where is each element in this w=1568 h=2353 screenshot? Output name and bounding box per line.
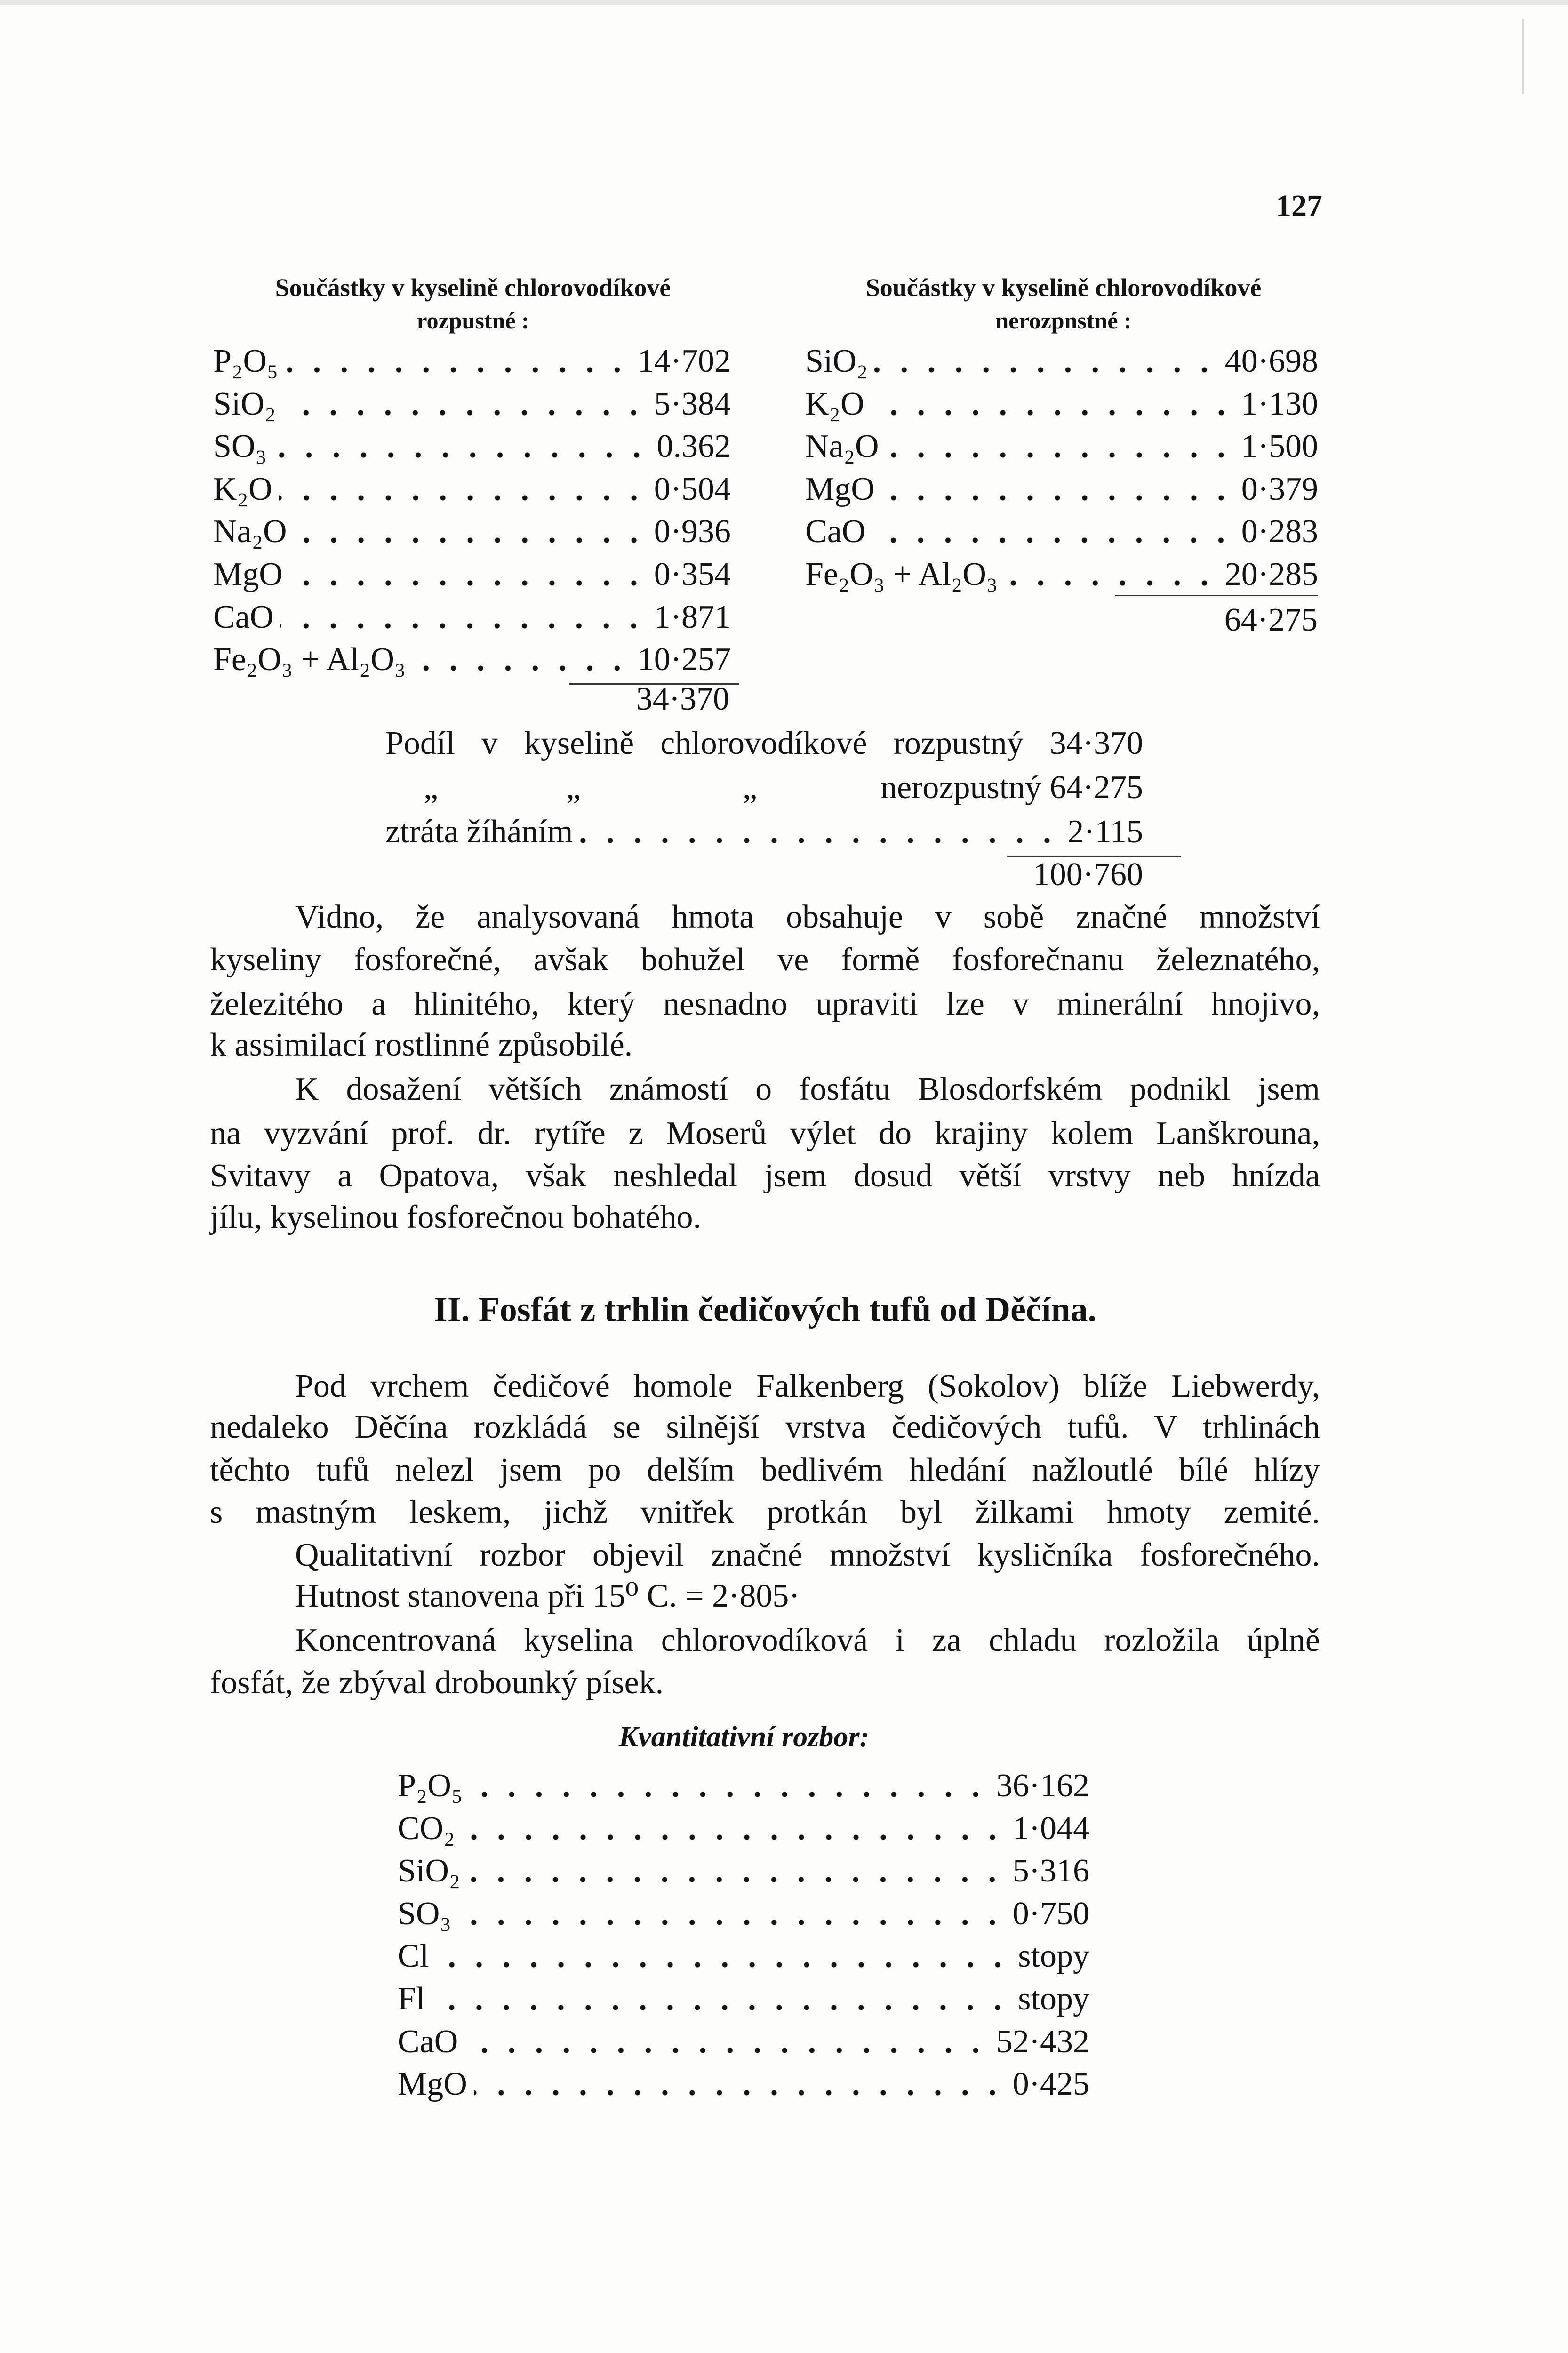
table-row <box>213 555 731 594</box>
section-line: těchto tufů nelezl jsem po delším bedlivém hledání nažloutlé bílé hlízy <box>210 1452 1320 1488</box>
summary-loss-row <box>385 812 1143 852</box>
compound-label: CaO <box>213 599 274 635</box>
scan-edge-top <box>0 0 1568 5</box>
scan-artifact <box>1522 19 1524 94</box>
compound-value: stopy <box>1018 1938 1089 1975</box>
section-line: Pod vrchem čedičové homole Falkenberg (Sokolov) blíže Liebwerdy, <box>295 1368 1320 1404</box>
compound-value: 52·432 <box>996 2023 1089 2060</box>
table-insoluble-header: Součástky v kyselině chlorovodíkové <box>865 273 1262 302</box>
compound-value: 5·384 <box>654 385 731 422</box>
dot-leader <box>435 1960 1011 1969</box>
compound-label: P₂O₅ <box>213 343 279 379</box>
compound-value: 1·044 <box>1012 1810 1089 1847</box>
dot-leader <box>886 450 1235 460</box>
section-line: Qualitativní rozbor objevil značné množství kysličníka fosforečného. <box>295 1537 1320 1573</box>
section-line: nedaleko Děčína rozkládá se silnější vrstva čedičových tufů. V trhlinách <box>210 1409 1320 1445</box>
compound-label: SiO₂ <box>805 343 868 379</box>
section-line: s mastným leskem, jichž vnitřek protkán byl žilkami hmoty zemité. <box>210 1494 1320 1530</box>
compound-label: MgO <box>805 471 875 507</box>
compound-value: 0·425 <box>1012 2066 1089 2103</box>
section-line: Hutnost stanovena při 15⁰ C. = 2·805· <box>295 1578 800 1614</box>
compound-value: 5·316 <box>1012 1853 1089 1889</box>
table-row <box>398 1809 1089 1849</box>
dot-leader <box>462 1833 1006 1842</box>
compound-label: K₂O <box>213 471 272 507</box>
table-row <box>805 427 1318 466</box>
paragraph-line: kyseliny fosforečné, avšak bohužel ve formě fosforečnanu železnatého, <box>210 942 1320 978</box>
table-soluble-header: Součástky v kyselině chlorovodíkové <box>275 273 671 302</box>
summary-soluble: Podíl v kyselině chlorovodíkové rozpustný 34·370 <box>385 725 1143 761</box>
compound-label: MgO <box>398 2066 467 2103</box>
dot-leader <box>469 1790 989 1799</box>
dot-leader <box>871 408 1235 417</box>
compound-label: SiO₂ <box>213 385 276 422</box>
compound-label: MgO <box>213 556 283 592</box>
table-row <box>398 1766 1089 1806</box>
dot-leader <box>464 2046 989 2055</box>
dot-leader <box>280 621 647 631</box>
table-row <box>805 555 1318 594</box>
table-row <box>213 342 731 381</box>
compound-label: SO₃ <box>213 428 267 465</box>
table-row <box>213 640 731 680</box>
table-row <box>398 1979 1089 2019</box>
paragraph-line: Svitavy a Opatova, však neshledal jsem dosud větší vrstvy neb hnízda <box>210 1158 1320 1194</box>
table-row <box>398 1894 1089 1934</box>
table-row <box>213 598 731 637</box>
table-soluble-total: 34·370 <box>636 681 729 717</box>
compound-label: CO₂ <box>398 1810 455 1847</box>
table-row <box>805 470 1318 509</box>
quantitative-title: Kvantitativní rozbor: <box>618 1721 870 1753</box>
dot-leader <box>872 536 1234 545</box>
summary-loss-label: ztráta žíháním <box>385 814 573 850</box>
compound-label: Na₂O <box>805 428 879 465</box>
dot-leader <box>579 836 1061 845</box>
compound-label: SiO₂ <box>398 1853 461 1889</box>
ditto-mark: „ <box>424 769 439 806</box>
table-row <box>398 1851 1089 1891</box>
compound-value: 1·500 <box>1241 428 1318 465</box>
paragraph-line: jílu, kyselinou fosforečnou bohatého. <box>210 1199 701 1235</box>
paragraph-line: K dosažení větších známostí o fosfátu Blosdorfském podnikl jsem <box>295 1071 1320 1107</box>
compound-value: 20·285 <box>1224 556 1318 592</box>
compound-label: Na₂O <box>213 513 287 550</box>
dot-leader <box>467 1875 1006 1884</box>
compound-value: 36·162 <box>996 1768 1089 1804</box>
compound-value: 0·750 <box>1012 1895 1089 1932</box>
table-row <box>398 2065 1089 2104</box>
ditto-mark: „ <box>566 769 581 806</box>
table-row <box>398 1937 1089 1976</box>
compound-label: Cl <box>398 1938 429 1975</box>
dot-leader <box>273 450 650 460</box>
table-row <box>213 384 731 424</box>
compound-label: Fe₂O₃ + Al₂O₃ <box>805 556 998 592</box>
page-number: 127 <box>1276 189 1322 223</box>
compound-label: CaO <box>805 513 866 550</box>
table-insoluble-subheader: nerozpnstné : <box>995 307 1132 334</box>
summary-insoluble: nerozpustný 64·275 <box>880 769 1143 806</box>
compound-value: 0·379 <box>1241 471 1318 507</box>
paragraph-line: na vyzvání prof. dr. rytíře z Moserů výlet do krajiny kolem Lanškrouna, <box>210 1115 1320 1152</box>
table-row <box>805 342 1318 381</box>
table-row <box>213 427 731 466</box>
compound-label: Fe₂O₃ + Al₂O₃ <box>213 641 406 678</box>
compound-value: 10·257 <box>637 641 731 678</box>
table-row <box>213 512 731 552</box>
summary-total: 100·760 <box>1033 856 1143 893</box>
compound-value: 1·871 <box>654 599 731 635</box>
table-row <box>213 470 731 509</box>
table-soluble-subheader: rozpustné : <box>416 307 529 334</box>
compound-label: CaO <box>398 2023 458 2060</box>
compound-value: 0·936 <box>654 513 731 550</box>
compound-label: P₂O₅ <box>398 1768 463 1804</box>
dot-leader <box>279 493 648 503</box>
section-line: Koncentrovaná kyselina chlorovodíková i za chladu rozložila úplně <box>295 1622 1320 1658</box>
compound-value: 0·504 <box>654 471 731 507</box>
dot-leader <box>474 2088 1006 2097</box>
dot-leader <box>412 664 631 673</box>
summary-loss-value: 2·115 <box>1067 814 1143 850</box>
paragraph-line: Vidno, že analysovaná hmota obsahuje v sobě značné množství <box>295 899 1320 935</box>
sum-rule <box>1115 595 1318 596</box>
dot-leader <box>294 536 648 545</box>
dot-leader <box>458 1918 1006 1927</box>
compound-value: stopy <box>1018 1981 1089 2017</box>
section-line: fosfát, že zbýval drobounký písek. <box>210 1665 664 1701</box>
compound-label: Fl <box>398 1981 425 2017</box>
ditto-mark: „ <box>743 769 758 806</box>
compound-label: K₂O <box>805 385 864 422</box>
table-row <box>398 2022 1089 2062</box>
table-row <box>805 384 1318 424</box>
compound-value: 0.362 <box>656 428 731 465</box>
compound-label: SO₃ <box>398 1895 451 1932</box>
compound-value: 0·354 <box>654 556 731 592</box>
dot-leader <box>874 365 1218 375</box>
dot-leader <box>285 365 631 375</box>
table-insoluble-total: 64·275 <box>1224 602 1318 638</box>
compound-value: 1·130 <box>1241 385 1318 422</box>
paragraph-line: k assimilací rostlinné způsobilé. <box>210 1027 633 1063</box>
dot-leader <box>881 493 1235 503</box>
compound-value: 0·283 <box>1241 513 1318 550</box>
dot-leader <box>1004 578 1218 588</box>
dot-leader <box>432 2003 1011 2012</box>
dot-leader <box>282 408 647 417</box>
compound-value: 40·698 <box>1224 343 1318 379</box>
dot-leader <box>289 578 648 588</box>
table-row <box>805 512 1318 552</box>
compound-value: 14·702 <box>637 343 731 379</box>
paragraph-line: železitého a hlinitého, který nesnadno upraviti lze v minerální hnojivo, <box>210 986 1320 1022</box>
section-heading: II. Fosfát z trhlin čedičových tufů od Děčína. <box>434 1290 1096 1329</box>
